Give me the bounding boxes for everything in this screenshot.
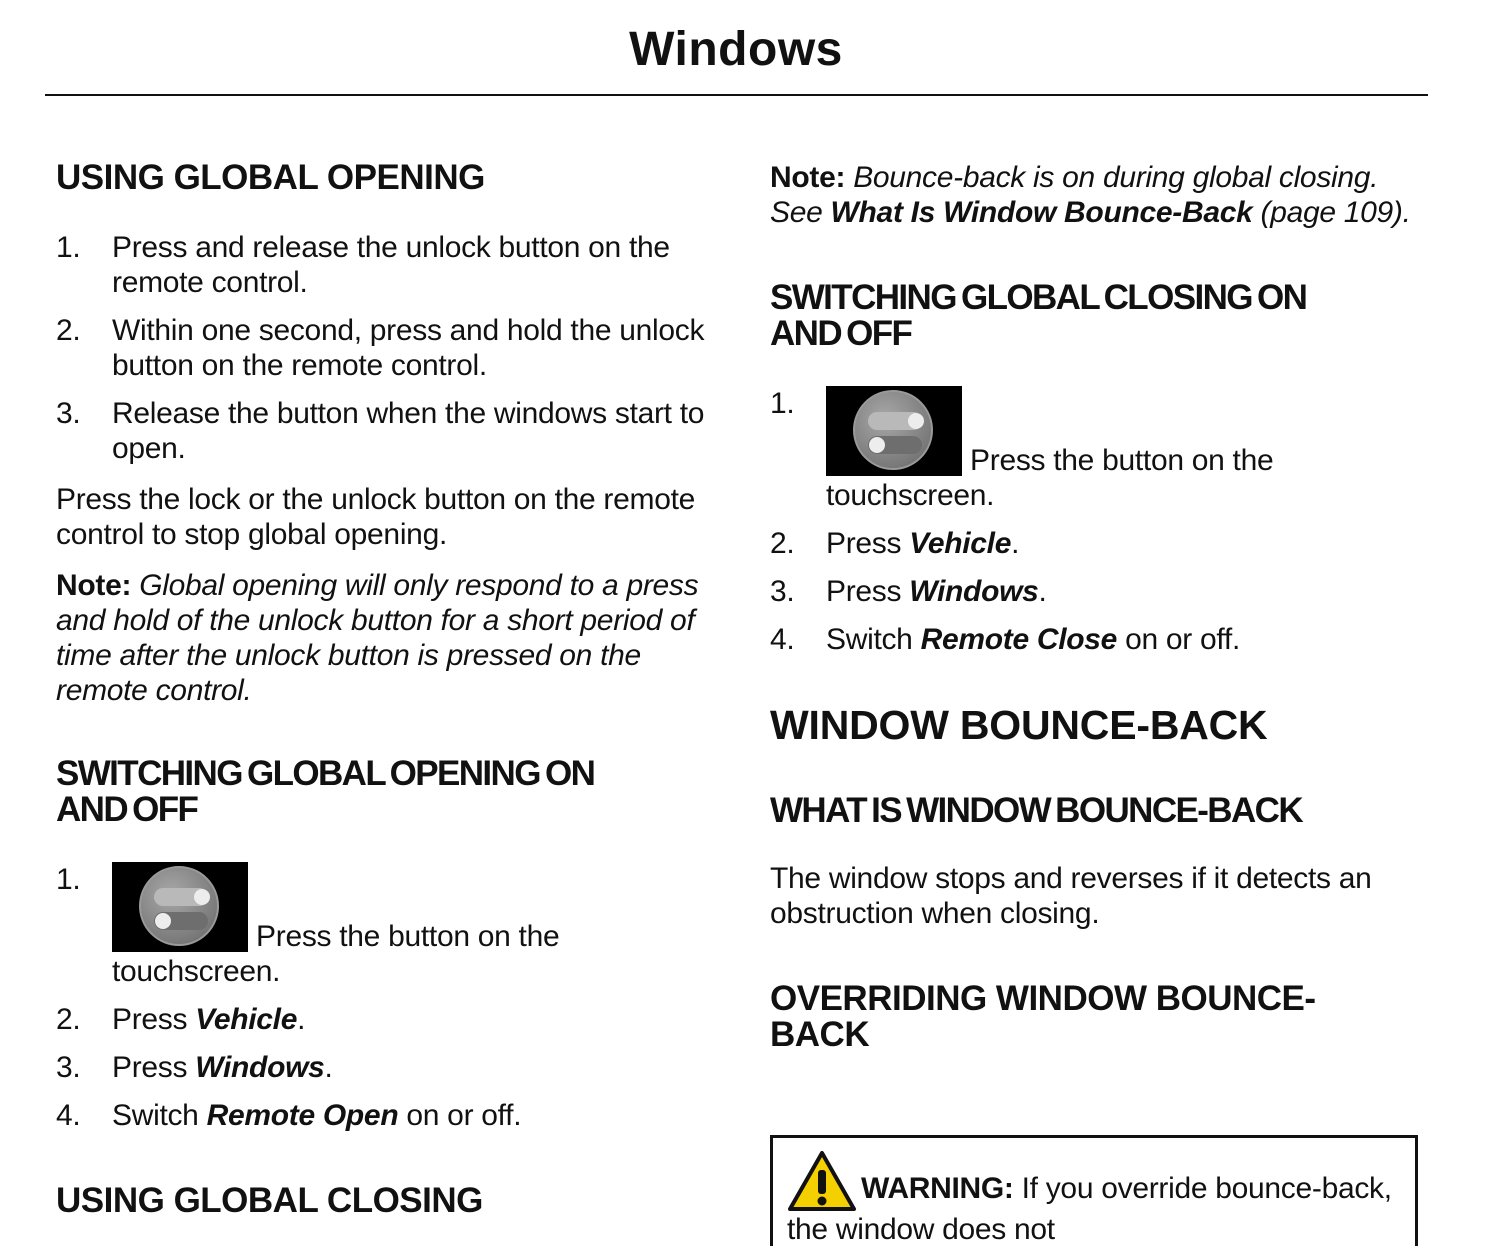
step-number: 3. bbox=[56, 1051, 81, 1084]
step-prefix: Press bbox=[112, 1003, 196, 1036]
step-number: 4. bbox=[56, 1099, 81, 1132]
step-text bbox=[826, 622, 1418, 657]
step-prefix: Press bbox=[826, 575, 910, 608]
list-item bbox=[56, 396, 706, 466]
warning-box bbox=[770, 1135, 1418, 1246]
step-text bbox=[826, 526, 1418, 561]
step-prefix: Switch bbox=[112, 1099, 207, 1132]
heading-what-is-window-bounce-back: WHAT IS WINDOW BOUNCE-BACK bbox=[770, 791, 1303, 830]
menu-term: Vehicle bbox=[909, 527, 1012, 560]
heading-line: SWITCHING GLOBAL CLOSING ON bbox=[770, 278, 1307, 317]
note-text: Global opening will only respond to a press and hold of the unlock button for a short period of time after the unlock button is pressed on the remote control. bbox=[56, 569, 699, 707]
list-item bbox=[770, 574, 1418, 609]
heading-overriding-window-bounce-back bbox=[770, 981, 1418, 1053]
step-text: Release the button when the windows start to open. bbox=[112, 397, 705, 465]
step-suffix: on or off. bbox=[398, 1099, 522, 1132]
step-text: Press the button on the touchscreen. bbox=[826, 444, 1274, 512]
step-suffix: on or off. bbox=[1117, 623, 1240, 656]
warning-label: WARNING: bbox=[861, 1172, 1014, 1205]
step-text bbox=[112, 1002, 706, 1037]
right-column bbox=[770, 160, 1418, 1053]
menu-term: Windows bbox=[909, 575, 1039, 608]
step-text bbox=[112, 1098, 706, 1133]
step-number: 4. bbox=[770, 623, 795, 656]
list-item bbox=[770, 526, 1418, 561]
title-divider bbox=[45, 94, 1428, 96]
step-text bbox=[112, 1050, 706, 1085]
list-item bbox=[56, 862, 706, 989]
menu-term: Remote Close bbox=[920, 623, 1118, 656]
step-text bbox=[112, 862, 706, 989]
step-prefix: Switch bbox=[826, 623, 921, 656]
bounce-back-note bbox=[770, 160, 1418, 230]
switch-opening-steps bbox=[56, 862, 706, 1133]
heading-line: AND OFF bbox=[56, 790, 198, 829]
step-suffix: . bbox=[1038, 575, 1047, 608]
bounce-back-description: The window stops and reverses if it detects an obstruction when closing. bbox=[770, 862, 1372, 930]
heading-switching-global-opening bbox=[56, 756, 706, 828]
toggle-settings-icon bbox=[826, 386, 962, 476]
step-suffix: . bbox=[297, 1003, 306, 1036]
cross-reference-link[interactable]: What Is Window Bounce-Back bbox=[830, 196, 1253, 229]
stop-global-opening-text: Press the lock or the unlock button on the remote control to stop global opening. bbox=[56, 483, 696, 551]
heading-line: BACK bbox=[770, 1015, 870, 1054]
menu-term: Vehicle bbox=[195, 1003, 298, 1036]
page-reference: (page 109). bbox=[1252, 196, 1411, 229]
left-column bbox=[56, 160, 706, 1219]
list-item bbox=[770, 622, 1418, 657]
heading-window-bounce-back: WINDOW BOUNCE-BACK bbox=[770, 702, 1268, 748]
toggle-settings-icon bbox=[112, 862, 248, 952]
heading-line: SWITCHING GLOBAL OPENING ON bbox=[56, 754, 595, 793]
global-opening-steps bbox=[56, 230, 706, 466]
step-prefix: Press bbox=[826, 527, 910, 560]
step-number: 1. bbox=[56, 231, 81, 264]
heading-switching-global-closing bbox=[770, 280, 1418, 352]
note-text: Bounce-back is on during global closing. See bbox=[770, 161, 1379, 229]
menu-term: Windows bbox=[195, 1051, 325, 1084]
heading-line: OVERRIDING WINDOW BOUNCE- bbox=[770, 979, 1316, 1018]
switch-closing-steps bbox=[770, 386, 1418, 657]
step-number: 2. bbox=[56, 314, 81, 347]
step-text bbox=[826, 574, 1418, 609]
heading-line: AND OFF bbox=[770, 314, 912, 353]
step-suffix: . bbox=[324, 1051, 333, 1084]
step-number: 1. bbox=[770, 387, 795, 420]
list-item bbox=[56, 1098, 706, 1133]
step-number: 2. bbox=[56, 1003, 81, 1036]
step-number: 2. bbox=[770, 527, 795, 560]
list-item bbox=[56, 313, 706, 383]
step-number: 3. bbox=[56, 397, 81, 430]
global-opening-note bbox=[56, 568, 706, 708]
step-number: 3. bbox=[770, 575, 795, 608]
step-text: Within one second, press and hold the unlock button on the remote control. bbox=[112, 314, 705, 382]
heading-using-global-opening: USING GLOBAL OPENING bbox=[56, 158, 485, 197]
note-label: Note: bbox=[56, 569, 132, 602]
warning-text: If you override bounce-back, the window does not bbox=[787, 1172, 1392, 1246]
heading-using-global-closing: USING GLOBAL CLOSING bbox=[56, 1181, 483, 1220]
step-text: Press the button on the touchscreen. bbox=[112, 920, 560, 988]
step-number: 1. bbox=[56, 863, 81, 896]
step-prefix: Press bbox=[112, 1051, 196, 1084]
list-item bbox=[56, 1050, 706, 1085]
list-item bbox=[56, 1002, 706, 1037]
warning-triangle-icon bbox=[787, 1150, 857, 1212]
list-item bbox=[56, 230, 706, 300]
step-text: Press and release the unlock button on the remote control. bbox=[112, 231, 670, 299]
step-text bbox=[826, 386, 1418, 513]
list-item bbox=[770, 386, 1418, 513]
step-suffix: . bbox=[1011, 527, 1020, 560]
note-label: Note: bbox=[770, 161, 846, 194]
page-title: Windows bbox=[629, 23, 843, 76]
menu-term: Remote Open bbox=[206, 1099, 399, 1132]
